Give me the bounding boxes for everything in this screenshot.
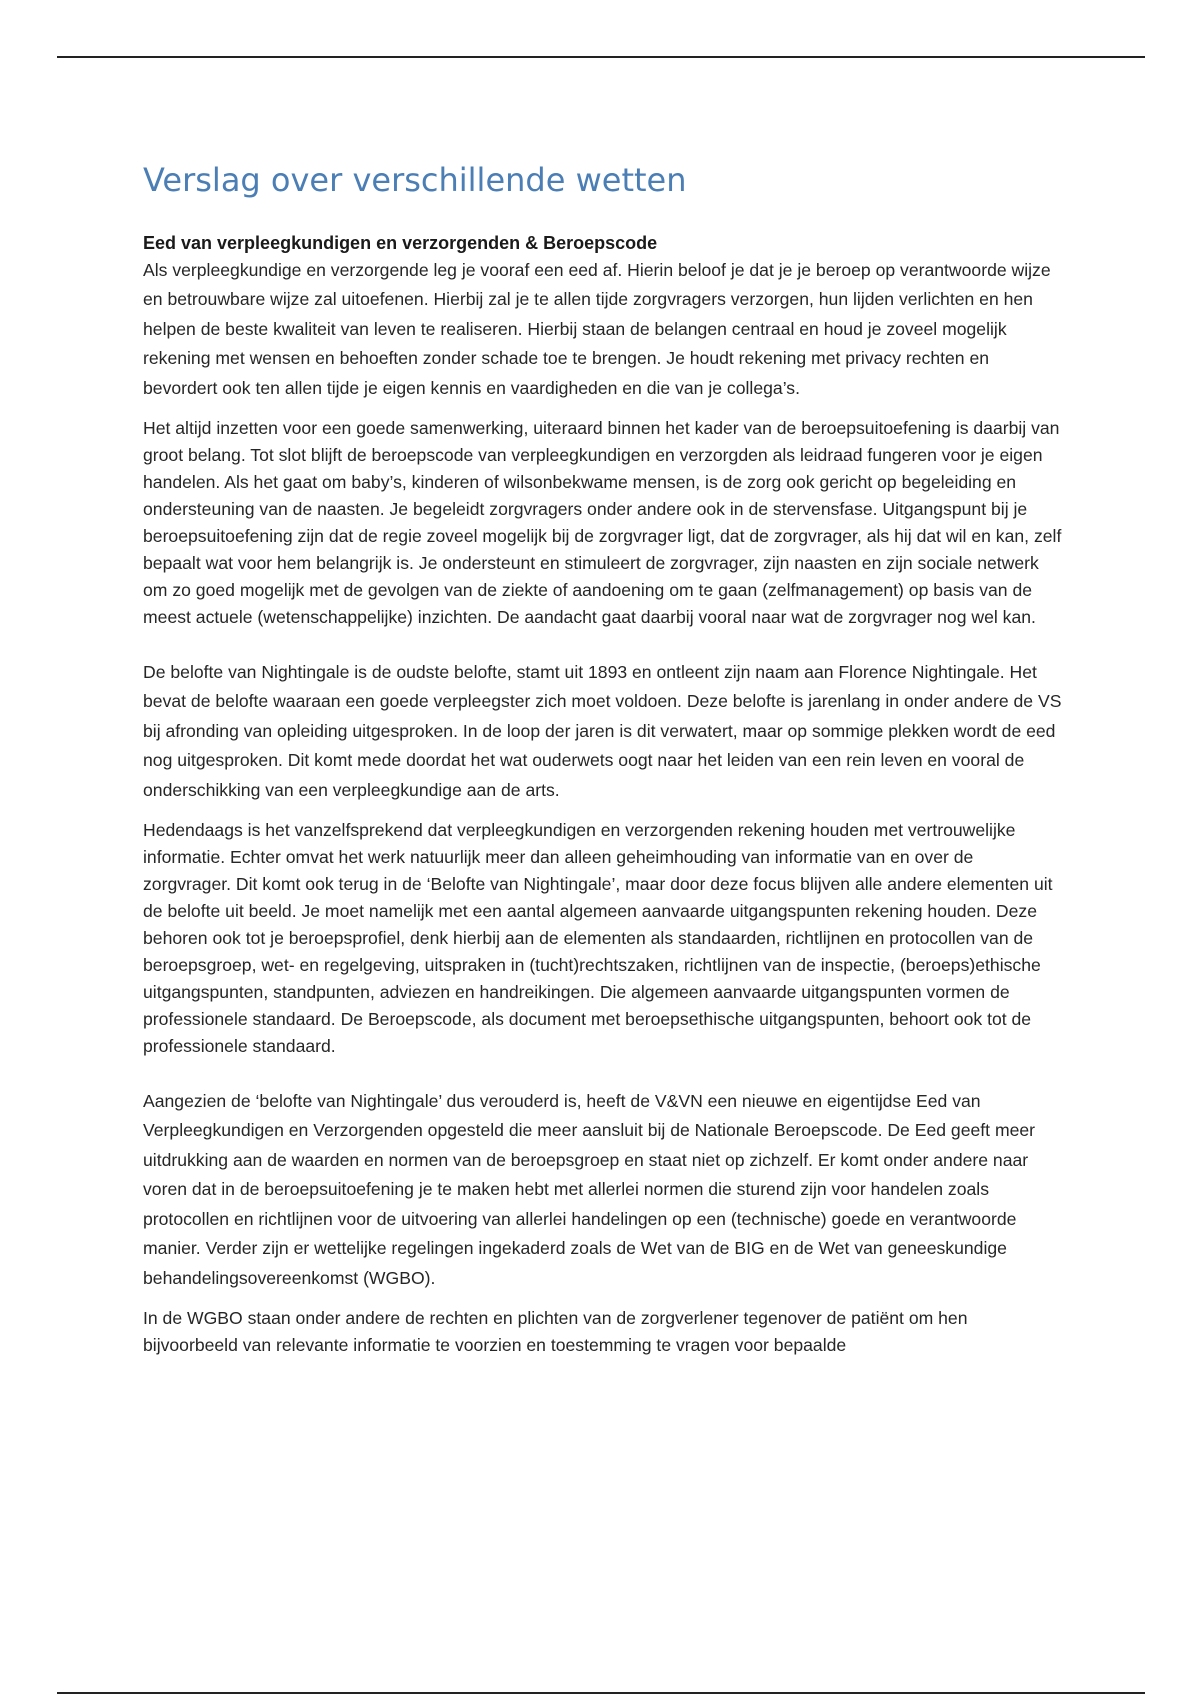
document-body bbox=[143, 160, 1063, 1359]
paragraph-5: Aangezien de ‘belofte van Nightingale’ dus verouderd is, heeft de V&VN een nieuwe en eigentijdse Eed van Verpleegkundigen en Verzorgenden opgesteld die meer aansluit bij de Nationale Beroepscode. De Eed geeft meer uitdrukking aan de waarden en normen van de beroepsgroep en staat niet op zichzelf. Er komt onder andere naar voren dat in de beroepsuitoefening je te maken hebt met allerlei normen die sturend zijn voor handelen zoals protocollen en richtlijnen voor de uitvoering van allerlei handelingen op een (technische) goede en verantwoorde manier. Verder zijn er wettelijke regelingen ingekaderd zoals de Wet van de BIG en de Wet van geneeskundige behandelingsovereenkomst (WGBO). bbox=[143, 1091, 1036, 1288]
paragraph-2: Het altijd inzetten voor een goede samenwerking, uiteraard binnen het kader van de beroepsuitoefening is daarbij van groot belang. Tot slot blijft de beroepscode van verpleegkundigen en verzorgden als leidraad fungeren voor je eigen handelen. Als het gaat om baby’s, kinderen of wilsonbekwame mensen, is de zorg ook gericht op begeleiding en ondersteuning van de naasten. Je begeleidt zorgvragers onder andere ook in de stervensfase. Uitgangspunt bij je beroepsuitoefening zijn dat de regie zoveel mogelijk bij de zorgvrager ligt, dat de zorgvrager, als hij dat wil en kan, zelf bepaalt wat voor hem belangrijk is. Je ondersteunt en stimuleert de zorgvrager, zijn naasten en zijn sociale netwerk om zo goed mogelijk met de gevolgen van de ziekte of aandoening om te gaan (zelfmanagement) op basis van de meest actuele (wetenschappelijke) inzichten. De aandacht gaat daarbij vooral naar wat de zorgvrager nog wel kan. bbox=[143, 418, 1062, 628]
paragraph-6: In de WGBO staan onder andere de rechten en plichten van de zorgverlener tegenover de patiënt om hen bijvoorbeeld van relevante informatie te voorzien en toestemming te vragen voor bepaalde bbox=[143, 1307, 968, 1355]
footer-rule bbox=[57, 1692, 1145, 1694]
document-title: Verslag over verschillende wetten bbox=[143, 161, 687, 199]
paragraph-3: De belofte van Nightingale is de oudste belofte, stamt uit 1893 en ontleent zijn naam aan Florence Nightingale. Het bevat de belofte waaraan een goede verpleegster zich moet voldoen. Deze belofte is jarenlang in onder andere de VS bij afronding van opleiding uitgesproken. In de loop der jaren is dit verwatert, maar op sommige plekken wordt de eed nog uitgesproken. Dit komt mede doordat het wat ouderwets oogt naar het leiden van een rein leven en vooral de onderschikking van een verpleegkundige aan de arts. bbox=[143, 662, 1062, 800]
section-heading: Eed van verpleegkundigen en verzorgenden & Beroepscode bbox=[143, 233, 658, 253]
paragraph-1: Als verpleegkundige en verzorgende leg je vooraf een eed af. Hierin beloof je dat je je beroep op verantwoorde wijze en betrouwbare wijze zal uitoefenen. Hierbij zal je te allen tijde zorgvragers verzorgen, hun lijden verlichten en hen helpen de beste kwaliteit van leven te realiseren. Hierbij staan de belangen centraal en houd je zoveel mogelijk rekening met wensen en behoeften zonder schade toe te brengen. Je houdt rekening met privacy rechten en bevordert ook ten allen tijde je eigen kennis en vaardigheden en die van je collega’s. bbox=[143, 260, 1051, 398]
paragraph-4: Hedendaags is het vanzelfsprekend dat verpleegkundigen en verzorgenden rekening houden met vertrouwelijke informatie. Echter omvat het werk natuurlijk meer dan alleen geheimhouding van informatie van en over de zorgvrager. Dit komt ook terug in de ‘Belofte van Nightingale’, maar door deze focus blijven alle andere elementen uit de belofte uit beeld. Je moet namelijk met een aantal algemeen aanvaarde uitgangspunten rekening houden. Deze behoren ook tot je beroepsprofiel, denk hierbij aan de elementen als standaarden, richtlijnen en protocollen van de beroepsgroep, wet- en regelgeving, uitspraken in (tucht)rechtszaken, richtlijnen van de inspectie, (beroeps)ethische uitgangspunten, standpunten, adviezen en handreikingen. Die algemeen aanvaarde uitgangspunten vormen de professionele standaard. De Beroepscode, als document met beroepsethische uitgangspunten, behoort ook tot de professionele standaard. bbox=[143, 820, 1053, 1057]
header-rule bbox=[57, 56, 1145, 58]
